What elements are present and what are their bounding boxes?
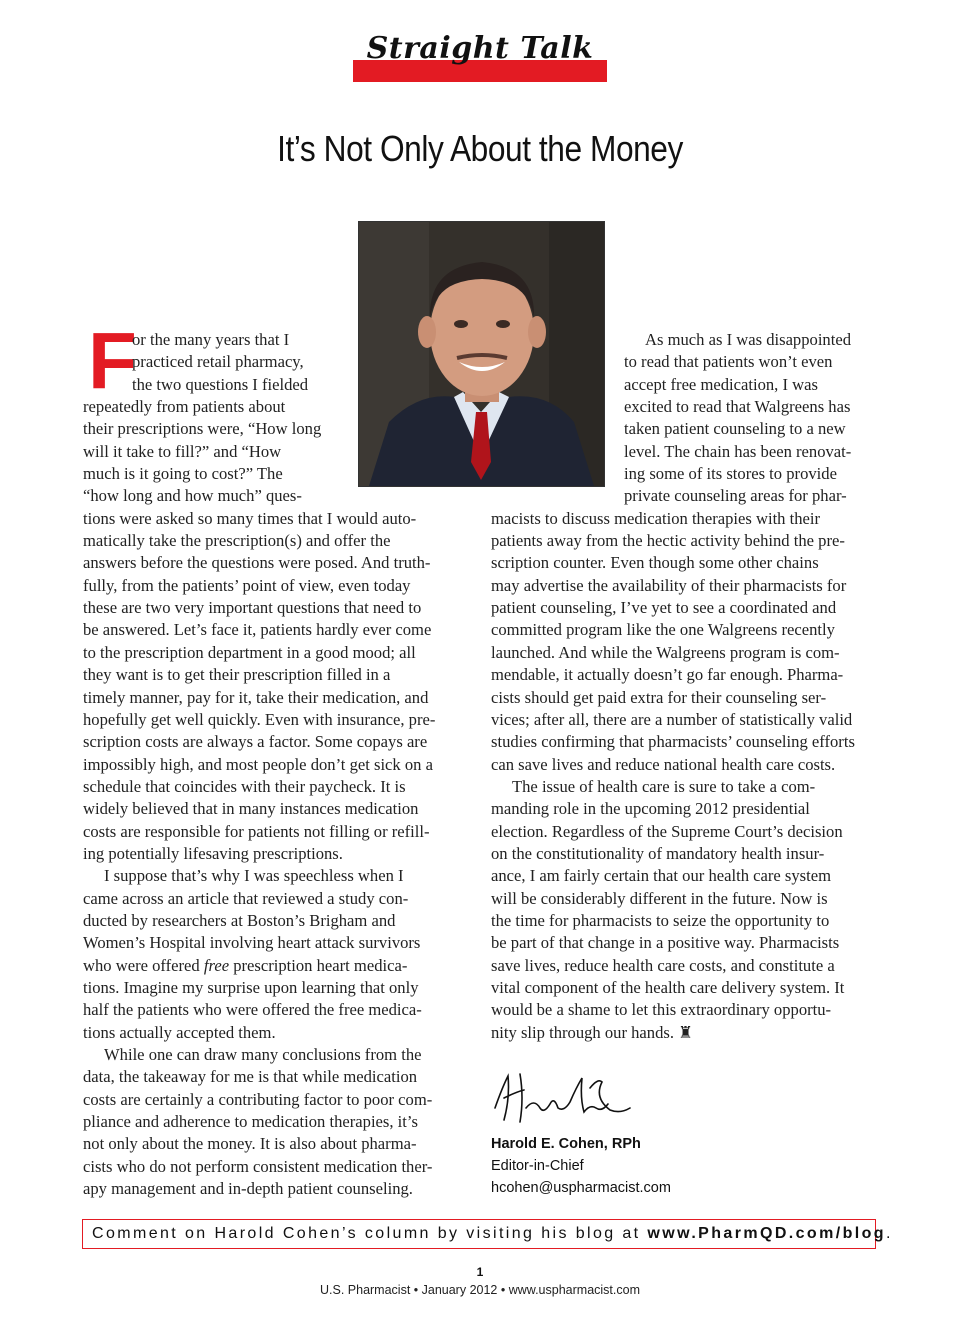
text-line: the two questions I fielded (132, 374, 309, 394)
text-line: tions. Imagine my surprise upon learning that only (83, 977, 419, 997)
text-line: “how long and how much” ques- (83, 486, 302, 506)
text-line: or the many years that I (132, 330, 290, 349)
text-line: will be considerably different in the future. Now is (491, 888, 828, 908)
text-line: costs are responsible for patients not filling or refill- (83, 821, 430, 841)
text-line: fully, from the patients’ point of view, even today (83, 575, 411, 595)
text-line: to the prescription department in a good mood; all (83, 642, 416, 662)
page-number: 1 (476, 1265, 484, 1279)
text-line: practiced retail pharmacy, (132, 352, 304, 372)
text-line: While one can draw many conclusions from the (104, 1045, 422, 1064)
text-line: half the patients who were offered the free medica- (83, 1000, 422, 1020)
blog-link[interactable]: www.PharmQD.com/blog (647, 1225, 886, 1242)
page-footer: U.S. Pharmacist • January 2012 • www.uspharmacist.com (320, 1283, 640, 1297)
text-line: private counseling areas for phar- (624, 486, 847, 506)
blog-comment-box (82, 1219, 893, 1249)
text-line: save lives, reduce health care costs, and constitute a (491, 955, 835, 975)
emphasis-free: free (203, 955, 230, 975)
text-line: patients away from the hectic activity behind the pre- (491, 531, 845, 551)
text-line: would be a shame to let this extraordinary opportu- (491, 1000, 832, 1020)
text-line: repeatedly from patients about (83, 397, 286, 417)
text-line: committed program like the one Walgreens recently (491, 620, 835, 640)
text-line: scription counter. Even though some other chains (491, 553, 819, 573)
text-line: Women’s Hospital involving heart attack survivors (83, 933, 421, 953)
text-line: ing some of its stores to provide (624, 464, 837, 484)
text-line: level. The chain has been renovat- (624, 441, 852, 461)
text-line: election. Regardless of the Supreme Court’s decision (491, 821, 843, 841)
text-line: vices; after all, there are a number of statistically valid (491, 709, 853, 729)
text-line: I suppose that’s why I was speechless when I (104, 866, 404, 886)
author-name: Harold E. Cohen, RPh (491, 1136, 641, 1152)
text-line: vital component of the health care delivery system. It (491, 977, 845, 997)
text-line: manding role in the upcoming 2012 presidential (491, 799, 810, 819)
text-line: answers before the questions were posed. And truth- (83, 553, 431, 573)
text-line: much is it going to cost?” The (83, 464, 283, 484)
text-line: impossibly high, and most people don’t get sick on a (83, 754, 433, 774)
text-line: data, the takeaway for me is that while medication (83, 1067, 418, 1087)
comment-end: . (885, 1225, 893, 1242)
text-line: As much as I was disappointed (645, 330, 852, 349)
text-line: can save lives and reduce national health care costs. (491, 754, 836, 774)
text-line: to read that patients won’t even (624, 352, 833, 372)
text-line: accept free medication, I was (624, 374, 818, 394)
text-line: apy management and in-depth patient counseling. (83, 1179, 413, 1199)
text-line: nity slip through our hands. ♜ (491, 1022, 694, 1042)
text-line: came across an article that reviewed a study con- (83, 888, 409, 908)
text-line: cists who do not perform consistent medication ther- (83, 1156, 433, 1176)
text-line: they want is to get their prescription filled in a (83, 665, 391, 685)
text-line: who were offered free prescription heart medica- (83, 955, 408, 975)
text-line: on the constitutionality of mandatory health insur- (491, 843, 825, 863)
article-left-column (83, 329, 465, 1200)
text-line: excited to read that Walgreens has (624, 397, 851, 417)
text-line: patient counseling, I’ve yet to see a coordinated and (491, 598, 837, 618)
author-title: Editor-in-Chief (491, 1158, 584, 1174)
text-line: ducted by researchers at Boston’s Brigham and (83, 910, 396, 930)
handwritten-signature (490, 1068, 640, 1126)
text-line: launched. And while the Walgreens program is com- (491, 642, 840, 662)
comment-text: Comment on Harold Cohen’s column by visiting his blog at (92, 1225, 648, 1242)
text-line: may advertise the availability of their pharmacists for (491, 575, 847, 595)
text-line: cists should get paid extra for their counseling ser- (491, 687, 827, 707)
text-line: tions actually accepted them. (83, 1022, 276, 1042)
article-headline: It’s Not Only About the Money (277, 128, 683, 169)
drop-cap: F (88, 316, 137, 405)
text-line: mendable, it actually doesn’t go far enough. Pharma- (491, 665, 844, 685)
text-line: timely manner, pay for it, take their medication, and (83, 687, 429, 707)
text-line: schedule that coincides with their paycheck. It is (83, 776, 406, 796)
text-line: scription costs are always a factor. Some copays are (83, 732, 428, 752)
text-line: ing potentially lifesaving prescriptions. (83, 843, 343, 863)
text-line: will it take to fill?” and “How (83, 441, 282, 461)
text-line: be answered. Let’s face it, patients hardly ever come (83, 620, 432, 640)
column-header (353, 30, 607, 86)
text-line: ance, I am fairly certain that our health care system (491, 866, 832, 886)
article-right-column (491, 329, 879, 1044)
text-line: taken patient counseling to a new (624, 419, 846, 439)
text-line: widely believed that in many instances medication (83, 799, 419, 819)
text-line: these are two very important questions that need to (83, 598, 422, 618)
text-line: tions were asked so many times that I would auto- (83, 508, 417, 528)
text-line: macists to discuss medication therapies with their (491, 508, 821, 528)
text-line: hopefully get well quickly. Even with insurance, pre- (83, 709, 436, 729)
column-name: Straight Talk (366, 31, 594, 66)
text-line: not only about the money. It is also about pharma- (83, 1134, 417, 1154)
text-line: the time for pharmacists to seize the opportunity to (491, 910, 830, 930)
text-line: studies confirming that pharmacists’ counseling efforts (491, 732, 855, 752)
text-line: matically take the prescription(s) and offer the (83, 531, 391, 551)
author-email: hcohen@uspharmacist.com (491, 1180, 671, 1196)
text-line: their prescriptions were, “How long (83, 419, 322, 439)
text-line: be part of that change in a positive way. Pharmacists (491, 933, 840, 953)
text-line: costs are certainly a contributing factor to poor com- (83, 1089, 433, 1109)
text-line: The issue of health care is sure to take a com- (512, 776, 816, 796)
text-line: pliance and adherence to medication therapies, it’s (83, 1112, 418, 1132)
